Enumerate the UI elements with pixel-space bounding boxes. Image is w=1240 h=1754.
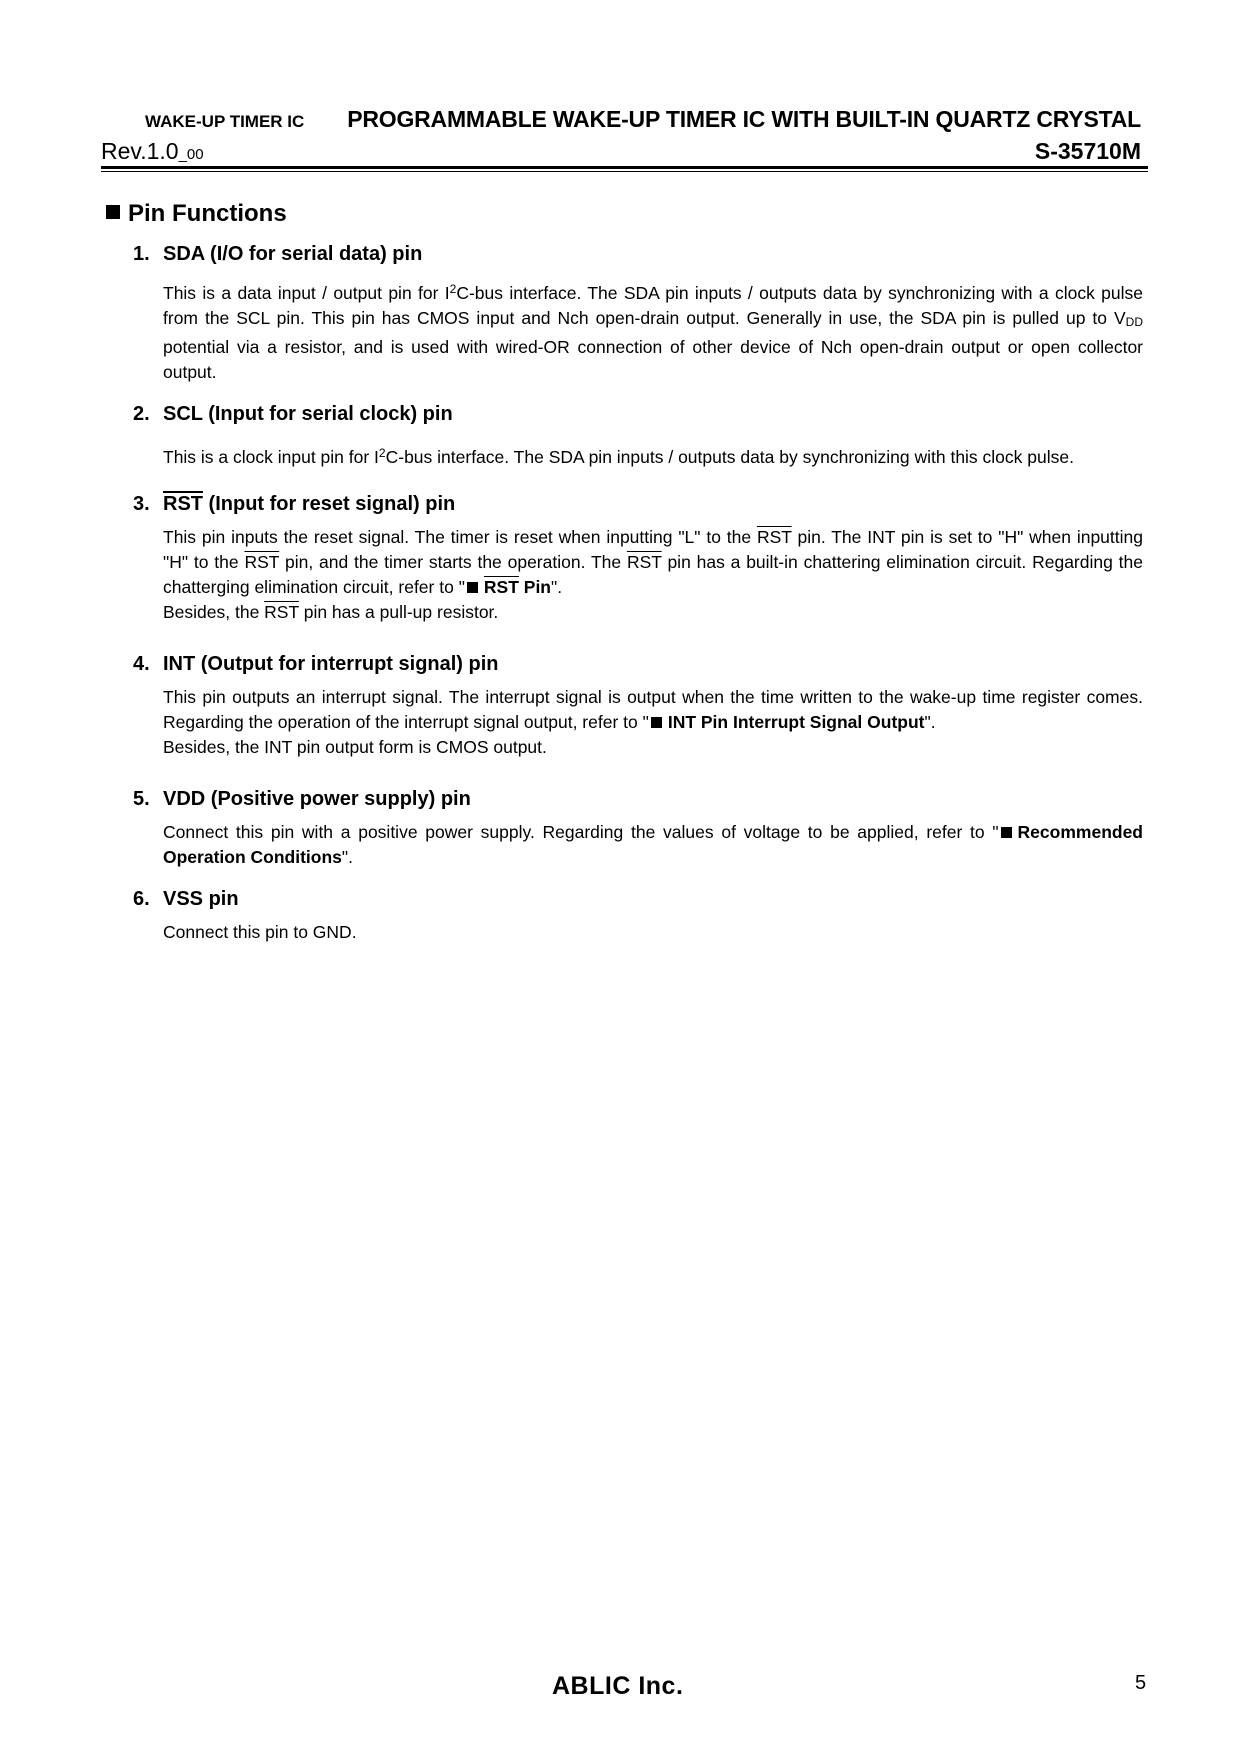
text: pin. The INT pin is set to "H" when inputting "H" to the — [163, 527, 1143, 572]
text: ". — [924, 712, 936, 732]
text: This is a data input / output pin for I — [163, 283, 450, 303]
text: ". — [341, 847, 353, 867]
rst-overline: $\overline{RST}$ — [244, 552, 280, 572]
item-number: 3. — [133, 493, 150, 515]
item-number: 2. — [133, 403, 150, 425]
text: Connect this pin to GND. — [163, 922, 357, 942]
item-number: 1. — [133, 243, 150, 265]
item-heading-text: (Input for reset signal) pin — [203, 493, 456, 515]
item-heading-text: SCL (Input for serial clock) pin — [163, 403, 453, 425]
item-heading — [133, 403, 1143, 431]
item-number: 4. — [133, 653, 150, 675]
item-heading-text: SDA (I/O for serial data) pin — [163, 243, 423, 265]
revision-main: Rev.1.0 — [101, 138, 179, 164]
pin-item-scl — [133, 403, 1143, 470]
item-heading — [133, 493, 1143, 521]
header-rule-thick — [101, 166, 1148, 169]
rst-overline: $\overline{RST}$ — [483, 577, 519, 597]
item-heading-text: VDD (Positive power supply) pin — [163, 788, 471, 810]
revision-sub: _00 — [178, 146, 204, 163]
company-logo: ABLIC Inc. — [552, 1672, 684, 1700]
header-rule-thin — [101, 171, 1148, 172]
item-body — [163, 525, 1143, 625]
page-number: 5 — [1135, 1672, 1147, 1694]
revision — [101, 138, 204, 165]
pin-item-sda — [133, 243, 1143, 385]
pin-item-vdd — [133, 788, 1143, 870]
text: potential via a resistor, and is used with wired-OR connection of other device of Nch open-drain output or open collector output. — [163, 337, 1143, 382]
text: ". — [551, 577, 563, 597]
item-number: 6. — [133, 888, 150, 910]
text: This pin outputs an interrupt signal. The interrupt signal is output when the time written to the wake-up time register comes. Regarding the operation of the interrupt signal output, refer to " — [163, 687, 1143, 732]
text: Recommended Operation Conditions — [163, 822, 1143, 867]
text: INT Pin Interrupt Signal Output — [667, 712, 925, 732]
item-heading-text: VSS pin — [163, 888, 239, 910]
rst-overline: $\overline{RST}$ — [264, 602, 299, 622]
item-heading — [133, 888, 1143, 916]
text: Besides, the — [163, 602, 265, 622]
item-heading — [133, 653, 1143, 681]
section-title-text: Pin Functions — [128, 200, 287, 227]
item-body — [163, 820, 1143, 870]
square-bullet-icon — [467, 582, 478, 593]
item-heading — [133, 243, 1143, 271]
text: C-bus interface. The SDA pin inputs / outputs data by synchronizing with this clock pulse. — [385, 447, 1074, 467]
superscript: 2 — [378, 446, 386, 460]
text: This is a clock input pin for I — [163, 447, 379, 467]
text: pin has a built-in chattering elimination circuit. Regarding the chatterging elimination circuit, refer to " — [163, 552, 1143, 597]
int-pin-reference — [649, 712, 925, 732]
part-number: S-35710M — [1034, 138, 1141, 164]
item-body — [163, 277, 1143, 385]
rst-overline: $\overline{RST}$ — [626, 552, 662, 572]
square-bullet-icon — [651, 717, 662, 728]
page-header — [101, 104, 1141, 168]
text: pin, and the timer starts the operation. The — [279, 552, 627, 572]
section-title — [106, 200, 287, 228]
rst-pin-reference — [465, 577, 551, 597]
square-bullet-icon — [106, 205, 120, 219]
rst-overline: $\overline{RST}$ — [163, 493, 203, 515]
header-category: WAKE-UP TIMER IC — [145, 112, 305, 131]
pin-item-vss — [133, 888, 1143, 945]
superscript: 2 — [449, 282, 457, 296]
item-number: 5. — [133, 788, 150, 810]
text: Pin — [518, 577, 551, 597]
item-heading-text: INT (Output for interrupt signal) pin — [163, 653, 499, 675]
text: pin has a pull-up resistor. — [298, 602, 499, 622]
rst-overline: $\overline{RST}$ — [756, 527, 792, 547]
item-heading — [133, 788, 1143, 816]
subscript: DD — [1125, 315, 1143, 329]
item-body — [163, 685, 1143, 760]
square-bullet-icon — [1001, 827, 1012, 838]
pin-item-int — [133, 653, 1143, 760]
item-body — [163, 920, 1143, 945]
text: Besides, the INT pin output form is CMOS output. — [163, 737, 547, 757]
pin-item-rst — [133, 493, 1143, 625]
header-title: PROGRAMMABLE WAKE-UP TIMER IC WITH BUILT-IN QUARTZ CRYSTAL — [347, 106, 1141, 132]
item-body — [163, 441, 1143, 470]
text: C-bus interface. The SDA pin inputs / outputs data by synchronizing with a clock pulse from the SCL pin. This pin has CMOS input and Nch open-drain output. Generally in use, the SDA pin is pulled up to V — [163, 283, 1143, 328]
text: This pin inputs the reset signal. The timer is reset when inputting "L" to the — [163, 527, 757, 547]
text: Connect this pin with a positive power supply. Regarding the values of voltage to be applied, refer to " — [163, 822, 999, 842]
